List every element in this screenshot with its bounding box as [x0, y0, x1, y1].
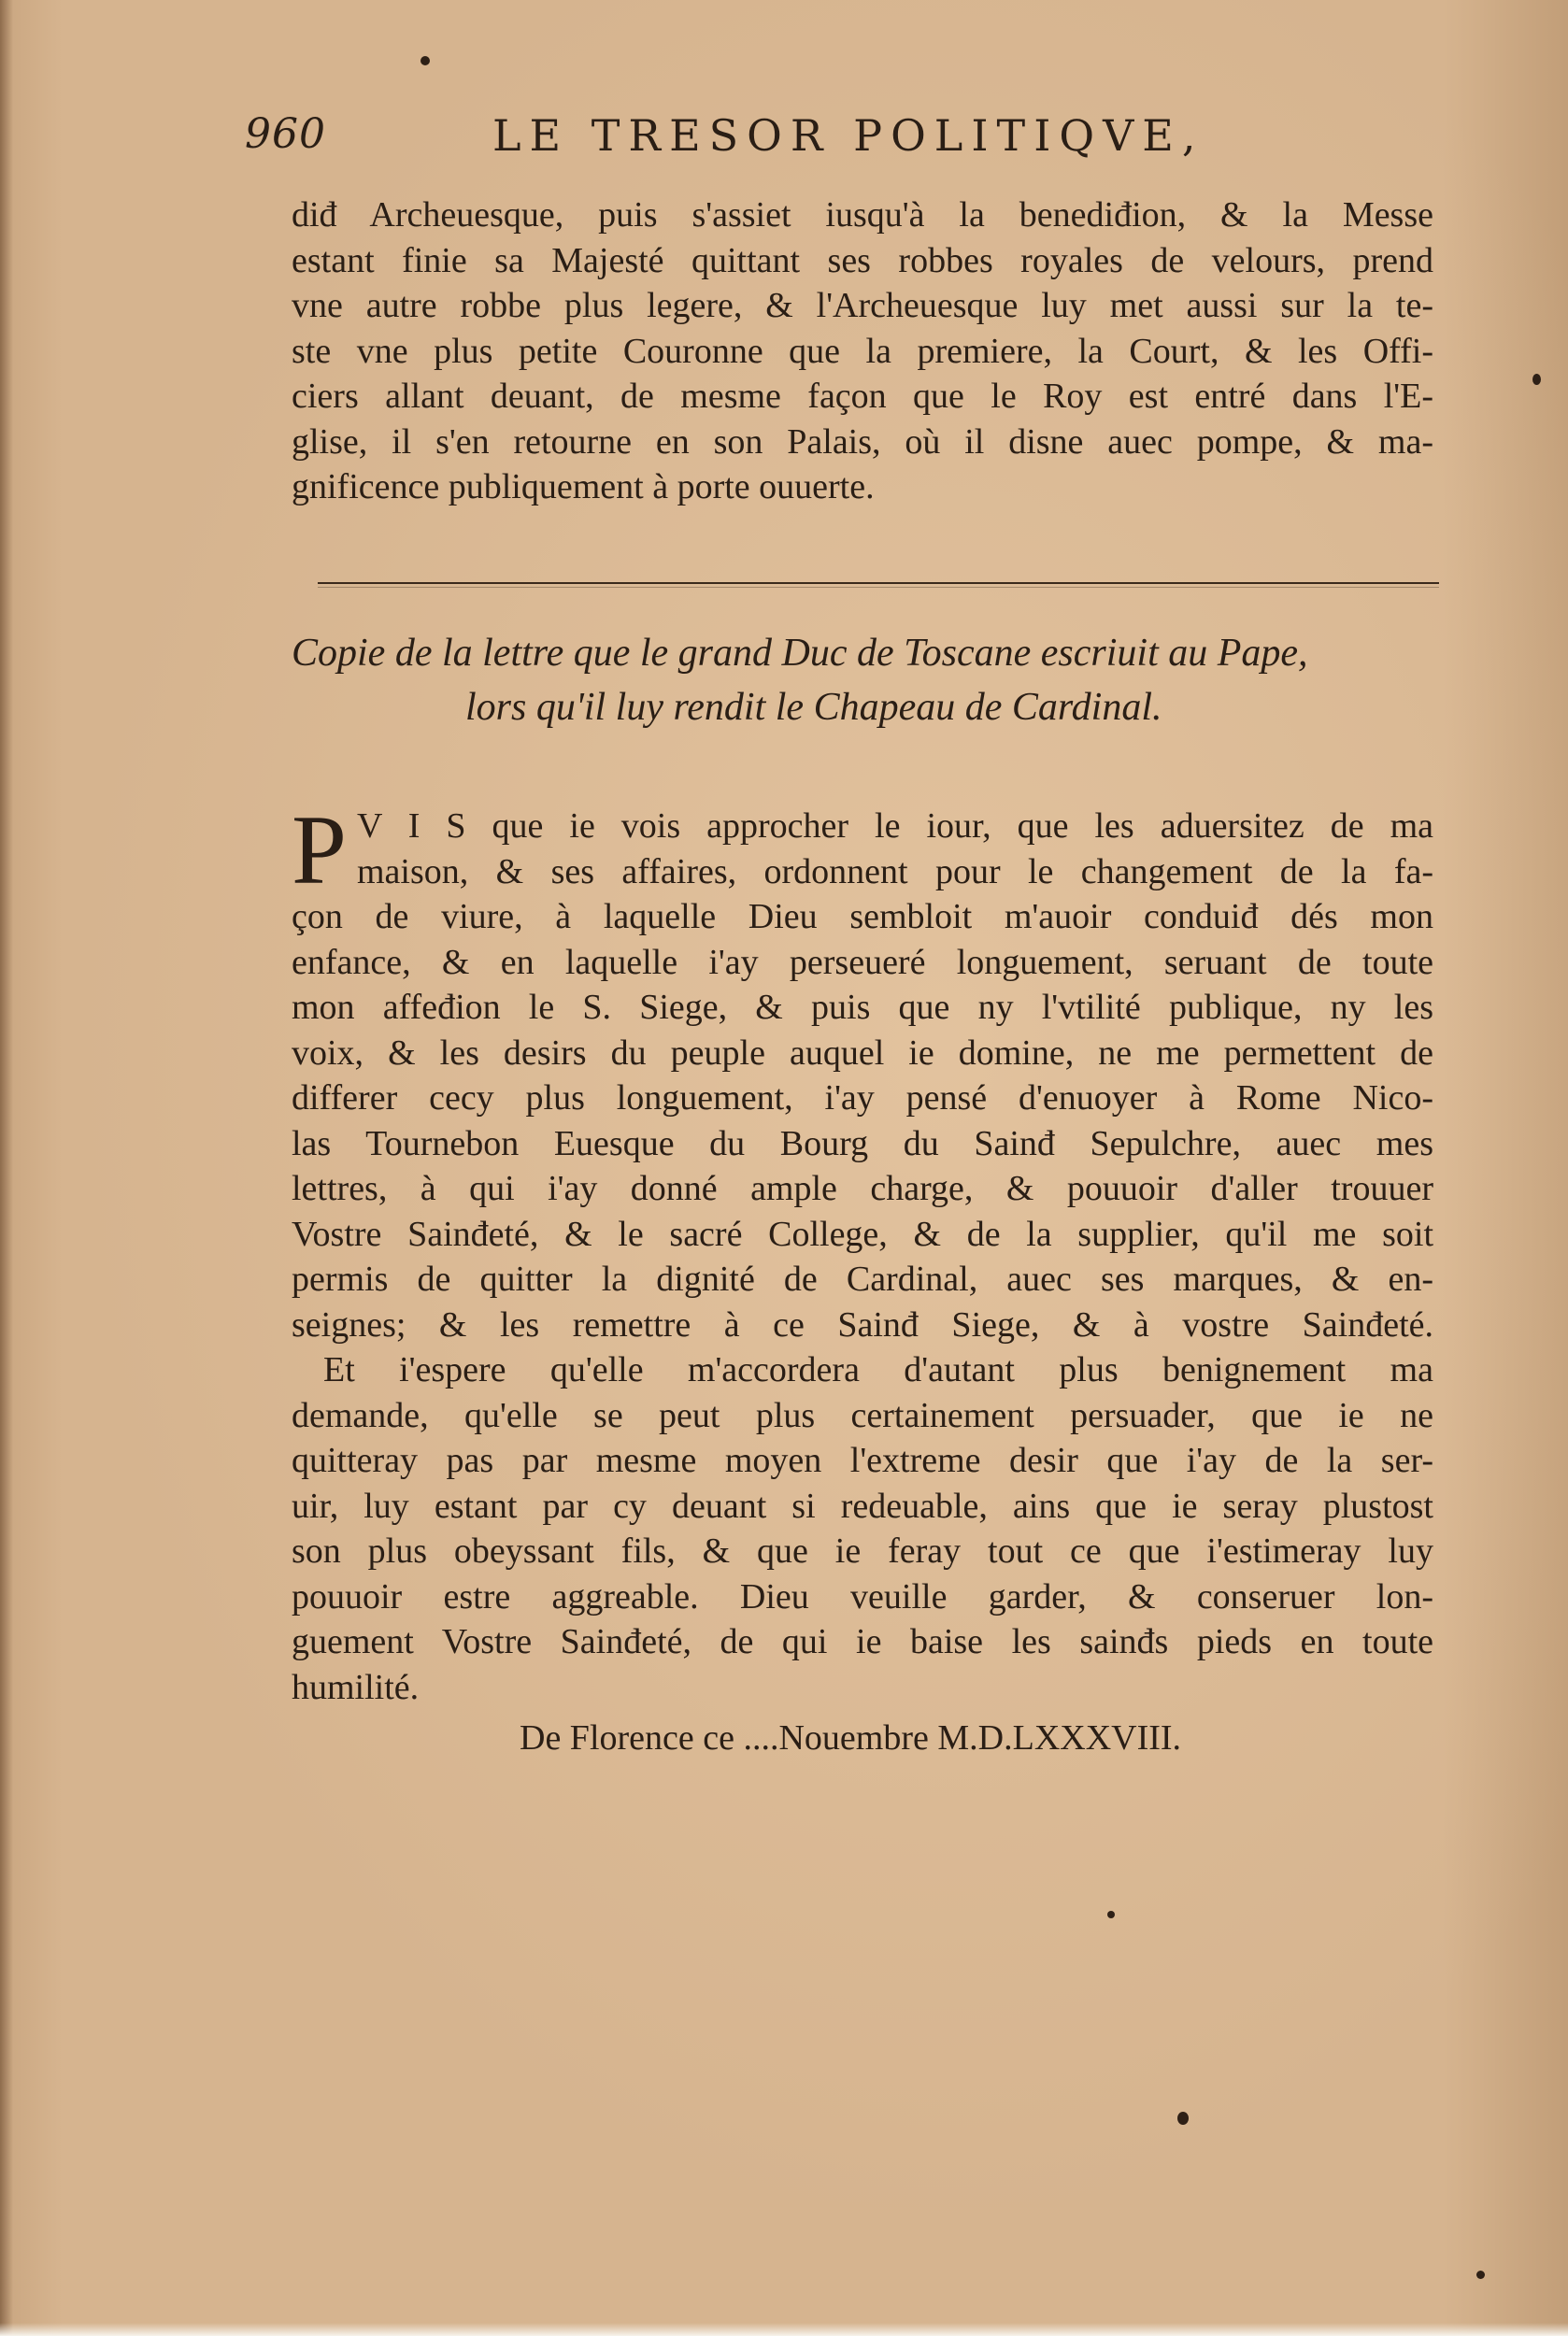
text-line: seignes; & les remettre à ce Sainđ Siege, & à vostre Sainđeté.	[292, 1304, 1433, 1345]
text-line: maison, & ses affaires, ordonnent pour le changement de la fa-	[357, 851, 1433, 891]
text-line: glise, il s'en retourne en son Palais, où il disne auec pompe, & ma-	[292, 421, 1433, 462]
text-line: guement Vostre Sainđeté, de qui ie baise les sainđs pieds en toute	[292, 1622, 1433, 1661]
text-line: differer cecy plus longuement, i'ay pensé d'enuoyer à Rome Nico-	[292, 1078, 1433, 1118]
ink-speck	[1532, 374, 1541, 385]
text-line: enfance, & en laquelle i'ay perseueré longuement, seruant de toute	[292, 942, 1433, 982]
ink-speck	[421, 56, 430, 65]
section-divider-shadow	[318, 587, 1439, 588]
text-line: uir, luy estant par cy deuant si redeuable, ains que ie seray plustost	[292, 1486, 1433, 1526]
letter-closing: De Florence ce ....Nouembre M.D.LXXXVIII.	[520, 1718, 1182, 1758]
top-paragraph	[292, 192, 1433, 510]
ink-speck	[1107, 1911, 1115, 1918]
text-line: son plus obeyssant fils, & que ie feray tout ce que i'estimeray luy	[292, 1531, 1433, 1571]
text-line: Et i'espere qu'elle m'accordera d'autant plus benignement ma	[323, 1350, 1433, 1389]
letter-heading-line-1: Copie de la lettre que le grand Duc de Toscane escriuit au Pape,	[292, 632, 1308, 675]
text-line: ciers allant deuant, de mesme façon que le Roy est entré dans l'E-	[292, 377, 1433, 416]
text-line: vne autre robbe plus legere, & l'Archeuesque luy met aussi sur la te-	[292, 286, 1433, 325]
ink-speck	[1476, 2271, 1485, 2279]
running-head-title: LE TRESOR POLITIQVE,	[492, 110, 1205, 161]
text-line: lettres, à qui i'ay donné ample charge, & pouuoir d'aller trouuer	[292, 1169, 1433, 1208]
ink-speck	[1177, 2112, 1189, 2125]
page-number: 960	[245, 110, 326, 158]
text-line: permis de quitter la dignité de Cardinal, auec ses marques, & en-	[292, 1260, 1433, 1299]
text-line: demande, qu'elle se peut plus certainement persuader, que ie ne	[292, 1395, 1433, 1435]
text-line: çon de viure, à laquelle Dieu sembloit m'auoir conduiđ dés mon	[292, 897, 1433, 936]
text-line: diđ Archeuesque, puis s'assiet iusqu'à la benediđion, & la Messe	[292, 195, 1433, 235]
text-line: las Tournebon Euesque du Bourg du Sainđ Sepulchre, auec mes	[292, 1123, 1433, 1163]
running-head	[245, 110, 1273, 166]
text-line: quitteray pas par mesme moyen l'extreme desir que i'ay de la ser-	[292, 1441, 1433, 1480]
page-gutter-shadow	[0, 0, 13, 2336]
text-line: pouuoir estre aggreable. Dieu veuille garder, & conseruer lon-	[292, 1576, 1433, 1617]
text-line: ste vne plus petite Couronne que la premiere, la Court, & les Offi-	[292, 331, 1433, 371]
letter-heading	[292, 626, 1433, 734]
page-bottom-edge	[0, 2323, 1568, 2336]
letter-body	[292, 795, 1433, 1761]
text-line: humilité.	[292, 1667, 420, 1707]
text-line: gnificence publiquement à porte ouuerte.	[292, 467, 875, 506]
text-line: estant finie sa Majesté quittant ses robbes royales de velours, prend	[292, 240, 1433, 280]
drop-cap: P	[292, 795, 347, 904]
text-line: mon affeđion le S. Siege, & puis que ny l'vtilité publique, ny les	[292, 988, 1433, 1027]
text-line: Vostre Sainđeté, & le sacré College, & de la supplier, qu'il me soit	[292, 1214, 1433, 1254]
text-line: voix, & les desirs du peuple auquel ie domine, ne me permettent de	[292, 1033, 1433, 1073]
section-divider	[318, 582, 1439, 584]
text-line: V I S que ie vois approcher le iour, que les aduersitez de ma	[357, 806, 1433, 846]
letter-heading-line-2: lors qu'il luy rendit le Chapeau de Cardinal.	[465, 686, 1162, 729]
